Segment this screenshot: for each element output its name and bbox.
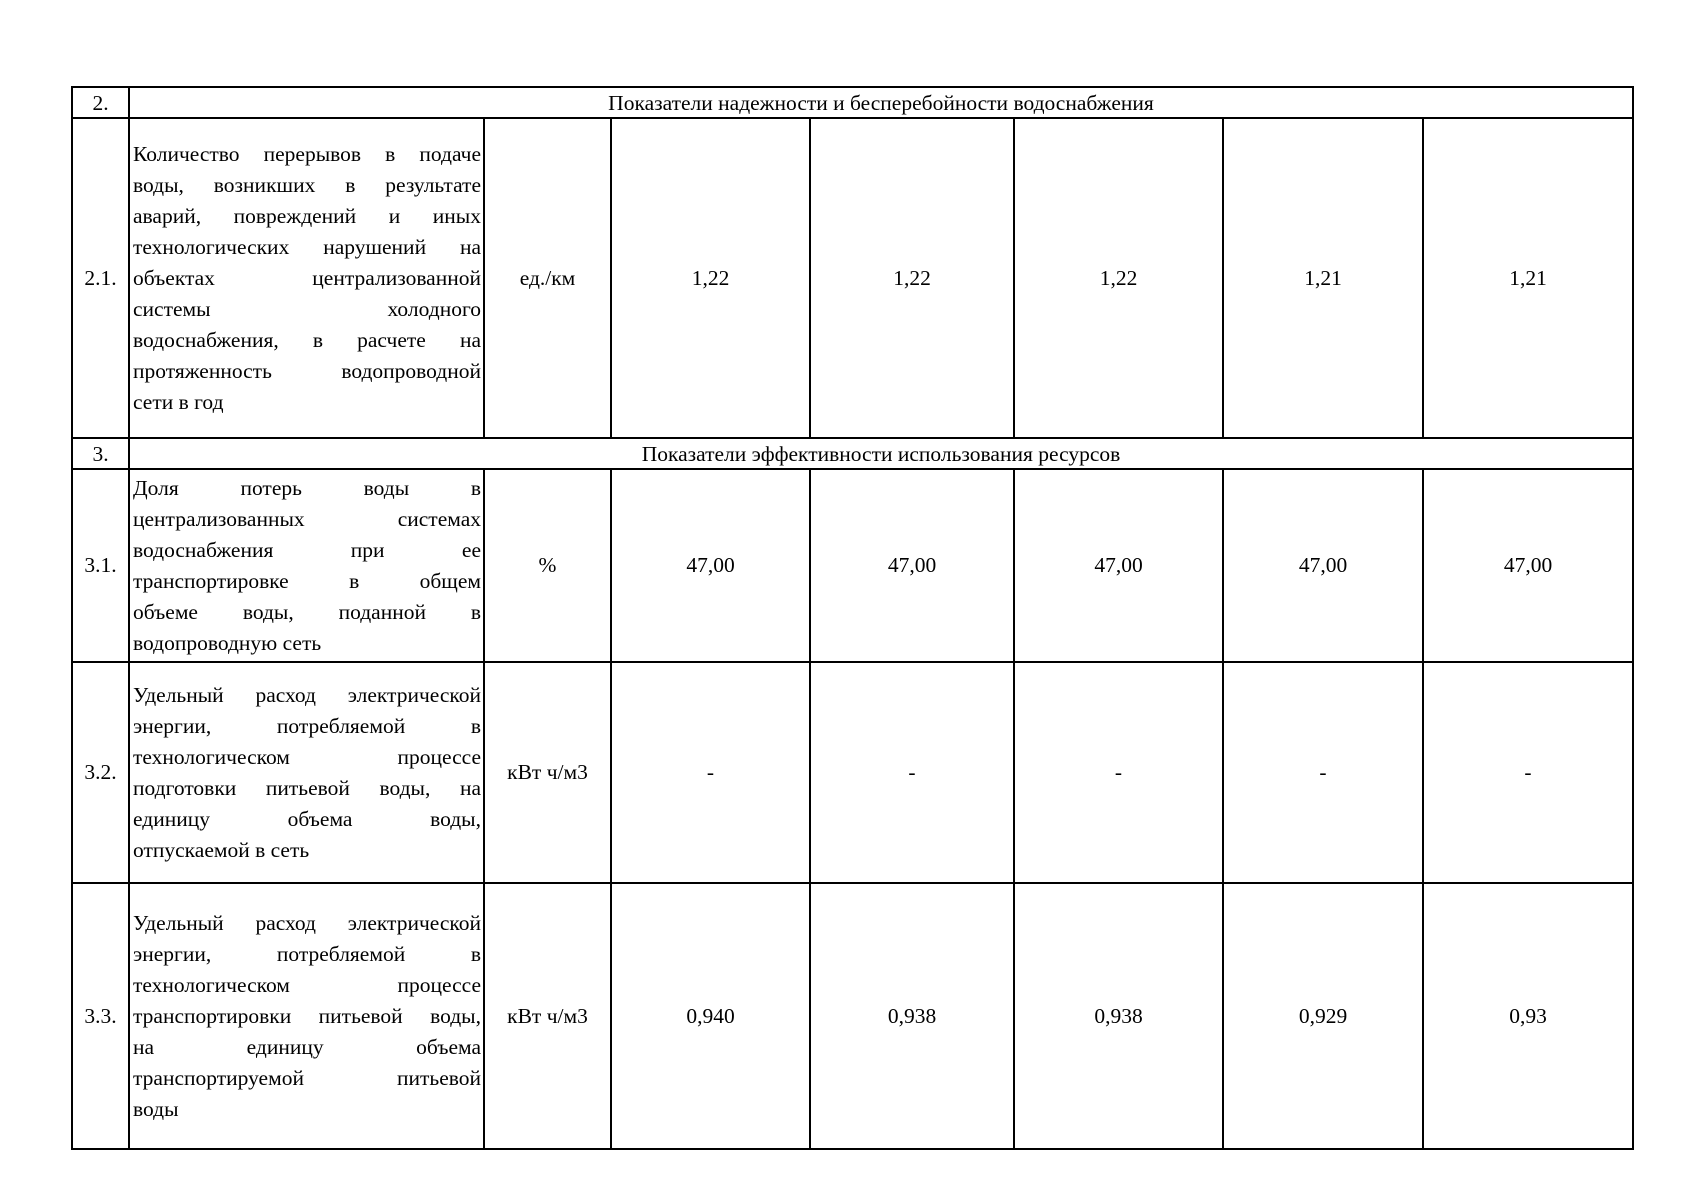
value-cell: - (1423, 662, 1633, 883)
description-line: объеме воды, поданной в (133, 599, 481, 624)
description-line: на единицу объема (133, 1034, 481, 1059)
table-row (72, 662, 1633, 883)
description-line: Удельный расход электрической (133, 910, 481, 935)
unit-cell: % (484, 469, 611, 662)
value-cell: 0,940 (611, 883, 810, 1149)
unit-cell: кВт ч/м3 (484, 883, 611, 1149)
value-cell: 0,929 (1223, 883, 1423, 1149)
indicators-table (71, 86, 1634, 1150)
value-cell: 0,938 (1014, 883, 1223, 1149)
value-cell: 1,22 (1014, 118, 1223, 438)
table-row (72, 118, 1633, 438)
value-cell: - (1223, 662, 1423, 883)
description-line: централизованных системах (133, 506, 481, 531)
value-cell: 47,00 (1014, 469, 1223, 662)
description-line: технологическом процессе (133, 972, 481, 997)
description-line: транспортировки питьевой воды, (133, 1003, 481, 1028)
indicator-description (129, 662, 484, 883)
value-cell: 1,21 (1423, 118, 1633, 438)
description-line: отпускаемой в сеть (133, 837, 310, 862)
description-line: аварий, повреждений и иных (133, 203, 481, 228)
value-cell: 0,938 (810, 883, 1014, 1149)
description-line: сети в год (133, 389, 224, 414)
description-line: водоснабжения при ее (133, 537, 481, 562)
value-cell: 47,00 (1223, 469, 1423, 662)
description-line: протяженность водопроводной (133, 358, 481, 383)
description-line: Количество перерывов в подаче (133, 141, 481, 166)
description-line: объектах централизованной (133, 265, 481, 290)
description-line: системы холодного (133, 296, 481, 321)
section-number: 2. (72, 87, 129, 118)
value-cell: 1,21 (1223, 118, 1423, 438)
description-line: энергии, потребляемой в (133, 941, 481, 966)
value-cell: - (611, 662, 810, 883)
indicator-description (129, 118, 484, 438)
description-line: транспортируемой питьевой (133, 1065, 481, 1090)
unit-cell: кВт ч/м3 (484, 662, 611, 883)
section-title: Показатели надежности и бесперебойности водоснабжения (129, 87, 1633, 118)
indicator-description (129, 883, 484, 1149)
value-cell: 47,00 (810, 469, 1014, 662)
value-cell: 47,00 (1423, 469, 1633, 662)
description-line: подготовки питьевой воды, на (133, 775, 481, 800)
description-line: водоснабжения, в расчете на (133, 327, 481, 352)
description-line: водопроводную сеть (133, 630, 322, 655)
value-cell: 1,22 (810, 118, 1014, 438)
unit-cell: ед./км (484, 118, 611, 438)
row-number: 3.3. (72, 883, 129, 1149)
section-title: Показатели эффективности использования ресурсов (129, 438, 1633, 469)
table-row (72, 469, 1633, 662)
value-cell: 0,93 (1423, 883, 1633, 1149)
value-cell: 1,22 (611, 118, 810, 438)
description-line: технологическом процессе (133, 744, 481, 769)
description-line: энергии, потребляемой в (133, 713, 481, 738)
description-line: воды (133, 1096, 179, 1121)
description-line: единицу объема воды, (133, 806, 481, 831)
section-header-row (72, 87, 1633, 118)
value-cell: - (810, 662, 1014, 883)
description-line: транспортировке в общем (133, 568, 481, 593)
description-line: воды, возникших в результате (133, 172, 481, 197)
section-header-row (72, 438, 1633, 469)
row-number: 2.1. (72, 118, 129, 438)
indicator-description (129, 469, 484, 662)
description-line: технологических нарушений на (133, 234, 481, 259)
table-row (72, 883, 1633, 1149)
value-cell: - (1014, 662, 1223, 883)
value-cell: 47,00 (611, 469, 810, 662)
description-line: Удельный расход электрической (133, 682, 481, 707)
row-number: 3.1. (72, 469, 129, 662)
row-number: 3.2. (72, 662, 129, 883)
description-line: Доля потерь воды в (133, 475, 481, 500)
section-number: 3. (72, 438, 129, 469)
